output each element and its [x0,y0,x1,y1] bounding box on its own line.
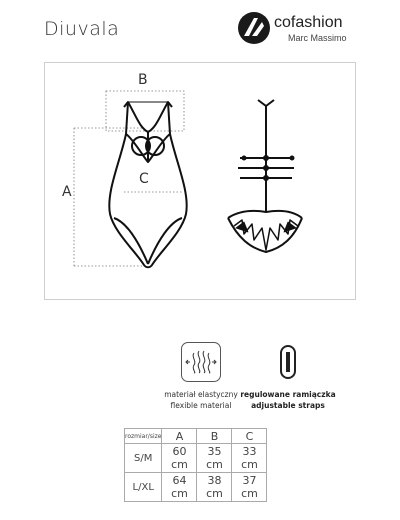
column-header-b: B [197,429,232,444]
back-view [228,100,302,252]
column-header-c: C [232,429,267,444]
table-cell: 35 cm [197,444,232,473]
feature-label-pl: materiał elastyczny [164,390,238,399]
feature-straps [223,342,353,410]
brand-logo [236,10,376,50]
feature-label-pl: regulowane ramiączka [240,390,336,399]
elastic-material-icon [181,342,221,382]
product-title: Diuvala [44,18,120,40]
size-label: L/XL [125,473,162,502]
table-cell: 38 cm [197,473,232,502]
size-table-header [125,429,267,444]
dimension-label-c: C [139,171,149,187]
bodysuit-diagram [44,62,356,300]
feature-label-en: adjustable straps [251,401,325,410]
dimension-guides [74,91,184,266]
dimension-label-b: B [138,72,148,88]
table-cell: 33 cm [232,444,267,473]
table-cell: 64 cm [162,473,197,502]
brand-name: cofashion [274,14,343,31]
table-row [125,473,267,502]
column-header-a: A [162,429,197,444]
adjustable-strap-icon [268,342,308,382]
brand-subline: Marc Massimo [288,33,347,43]
feature-label-en: flexible material [170,401,232,410]
size-label: S/M [125,444,162,473]
table-cell: 60 cm [162,444,197,473]
table-row [125,444,267,473]
brand-mark-icon [236,10,272,46]
size-table [124,428,267,502]
table-cell: 37 cm [232,473,267,502]
dimension-label-a: A [62,184,72,200]
size-corner-label: rozmiar/size [125,429,162,444]
